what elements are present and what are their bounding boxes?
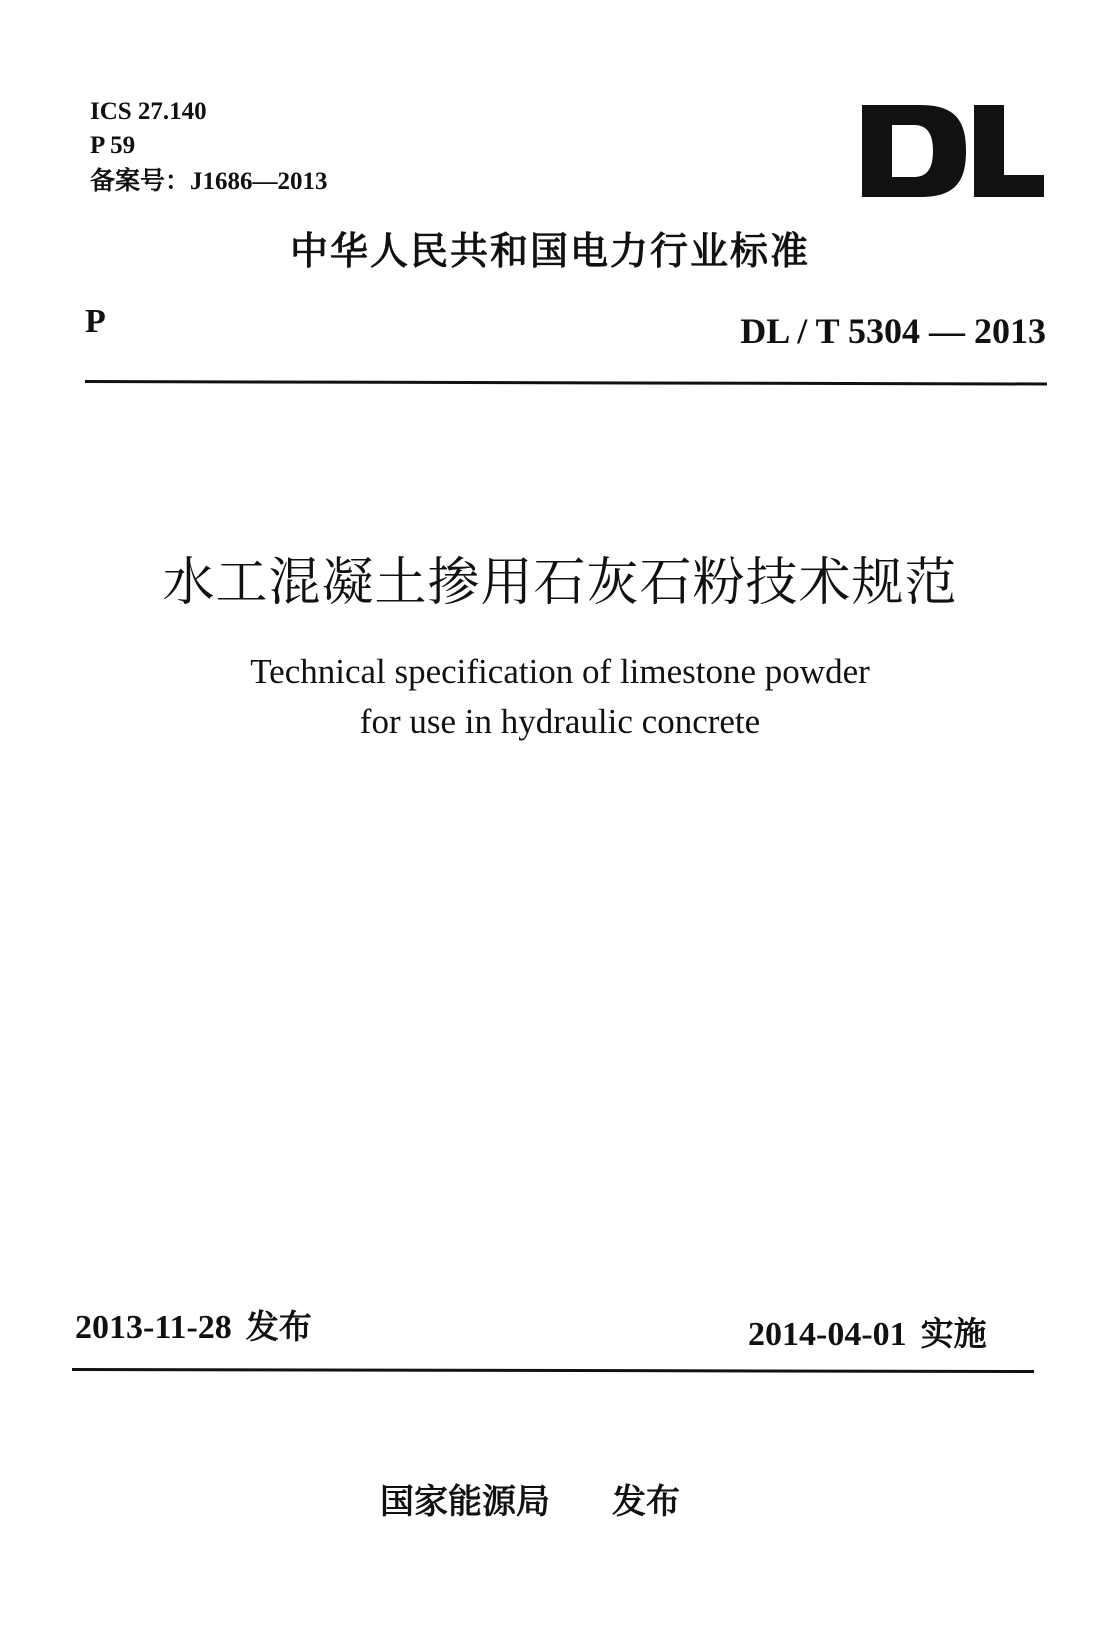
effective-date-block	[748, 1313, 987, 1356]
ics-code: ICS 27.140	[90, 98, 207, 125]
issue-date-block	[75, 1306, 312, 1349]
issuing-authority-title: 中华人民共和国电力行业标准	[289, 229, 810, 273]
publisher-block	[380, 1480, 680, 1524]
effective-label: 实施	[920, 1314, 987, 1353]
dl-logo-letter-d	[862, 105, 966, 197]
category-code: P 59	[90, 132, 136, 159]
footer-divider	[72, 1368, 1034, 1373]
document-title-english-line-1: Technical specification of limestone powder	[250, 652, 870, 691]
header-divider	[85, 380, 1047, 386]
standard-number: DL / T 5304 — 2013	[740, 311, 1046, 351]
issue-label: 发布	[245, 1307, 312, 1346]
effective-date: 2014-04-01	[748, 1316, 907, 1353]
issue-date: 2013-11-28	[75, 1309, 232, 1346]
dl-logo-letter-l	[974, 105, 1044, 197]
publisher-action: 发布	[612, 1482, 680, 1522]
dl-logo	[862, 105, 1044, 197]
record-number: 备案号：J1686—2013	[90, 168, 328, 195]
classification-code: P	[85, 303, 106, 340]
document-title-chinese: 水工混凝土掺用石灰石粉技术规范	[162, 553, 958, 613]
publisher-name: 国家能源局	[380, 1482, 550, 1522]
document-title-english-line-2: for use in hydraulic concrete	[359, 702, 761, 741]
